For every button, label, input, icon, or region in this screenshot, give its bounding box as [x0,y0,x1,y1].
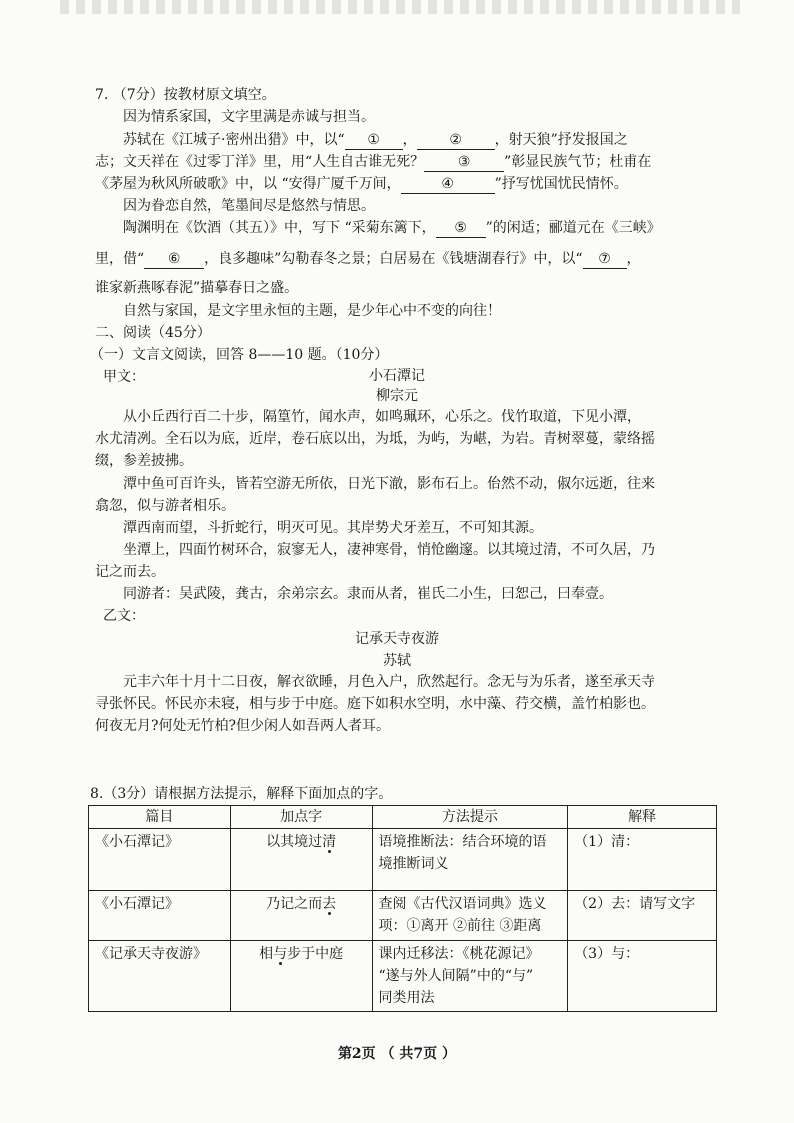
row-phrase: 相与步于中庭 [230,941,372,1012]
header-explanation: 解释 [568,806,717,829]
row-piece: 《小石潭记》 [89,829,231,891]
scan-artifact-strip [60,0,740,14]
q7-line4: 陶渊明在《饮酒（其五）》中，写下 “采菊东篱下， ⑤ ”的闲适；郦道元在《三峡》 [123,220,661,236]
jia-p2-line2: 翕忽，似与游者相乐。 [95,498,235,514]
section2-sub1: （一）文言文阅读，回答 8——10 题。（10分） [90,347,389,363]
blank-6[interactable]: ⑥ [144,250,204,269]
row-answer[interactable]: （1）清： [568,829,717,891]
header-piece: 篇目 [89,806,231,829]
q7-title: 7. （7分）按教材原文填空。 [95,87,276,103]
q7-line2: 志；文天祥在《过零丁洋》里，用“人生自古谁无死？ ③ ”彰显民族气节；杜甫在 [95,154,652,170]
dotted-char: 与 [273,946,288,962]
q7-line5: 里，借“ ⑥ ，良多趣味”勾勒春冬之景；白居易在《钱塘湖春行》中，以“ ⑦ ， [95,251,641,267]
row-hint: 语境推断法：结合环境的语 境推断词义 [372,829,568,891]
blank-5[interactable]: ⑤ [436,219,486,238]
blank-1[interactable]: ① [345,131,403,150]
blank-3[interactable]: ③ [424,153,504,172]
jia-p1-line1: 从小丘西行百二十步，隔篁竹，闻水声，如鸣珮环，心乐之。伐竹取道，下见小潭， [123,409,641,425]
table-row [89,891,717,941]
q7-closing: 自然与家国，是文字里永恒的主题，是少年心中不变的向往！ [123,303,501,319]
blank-7[interactable]: ⑦ [583,250,627,269]
q8-table [88,805,717,1012]
q7-intro: 因为情系家国，文字里满是赤诚与担当。 [123,109,375,125]
header-dotted-char: 加点字 [230,806,372,829]
yi-line1: 元丰六年十月十二日夜，解衣欲睡，月色入户，欣然起行。念无与为乐者，遂至承天寺 [123,674,655,690]
row-phrase: 乃记之而去 [230,891,372,941]
jia-p1-line2: 水尤清冽。全石以为底，近岸，卷石底以出，为坻，为屿，为嵁，为岩。青树翠蔓，蒙络摇 [95,431,655,447]
q7-line6: 谁家新燕啄春泥”描摹春日之盛。 [95,280,299,296]
dotted-char: 去 [322,896,337,912]
q7-line1: 苏轼在《江城子·密州出猎》中，以“ ① ， ② ，射天狼”抒发报国之 [123,132,628,148]
yi-title: 记承天寺夜游 [355,631,439,647]
jia-p5-line1: 同游者：吴武陵，龚古，余弟宗玄。隶而从者，崔氏二小生，曰恕己，曰奉壹。 [123,586,613,602]
jia-p3-line1: 潭西南而望，斗折蛇行，明灭可见。其岸势犬牙差互，不可知其源。 [123,520,543,536]
yi-line3: 何夜无月?何处无竹柏?但少闲人如吾两人者耳。 [95,718,391,734]
row-piece: 《记承天寺夜游》 [89,941,231,1012]
header-method-hint: 方法提示 [372,806,568,829]
jia-author: 柳宗元 [376,388,418,404]
table-row [89,941,717,1012]
row-piece: 《小石潭记》 [89,891,231,941]
row-phrase: 以其境过清 [230,829,372,891]
jia-p1-line3: 缀，参差披拂。 [95,453,193,469]
row-hint: 课内迁移法：《桃花源记》 “遂与外人间隔”中的“与” 同类用法 [372,941,568,1012]
yi-author: 苏轼 [383,653,411,669]
jia-p4-line1: 坐潭上，四面竹树环合，寂寥无人，凄神寒骨，悄怆幽邃。以其境过清，不可久居，乃 [123,542,655,558]
q7-middle: 因为眷恋自然，笔墨间尽是悠然与情思。 [123,198,375,214]
row-answer[interactable]: （3）与： [568,941,717,1012]
row-answer[interactable]: （2）去：请写文字 [568,891,717,941]
table-header-row [89,806,717,829]
jia-title: 小石潭记 [369,368,425,384]
table-row [89,829,717,891]
q7-line3: 《茅屋为秋风所破歌》中，以 “安得广厦千万间， ④ ”抒写忧国忧民情怀。 [95,176,628,192]
yi-label: 乙文： [103,608,145,624]
section2-heading: 二、阅读（45分） [95,325,211,341]
yi-line2: 寻张怀民。怀民亦未寝，相与步于中庭。庭下如积水空明，水中藻、荇交横，盖竹柏影也。 [95,696,655,712]
jia-p2-line1: 潭中鱼可百许头，皆若空游无所依，日光下澈，影布石上。佁然不动，俶尔远逝，往来 [123,476,655,492]
dotted-char: 清 [322,834,337,850]
row-hint: 查阅《古代汉语词典》选义 项：①离开 ②前往 ③距离 [372,891,568,941]
page-footer: 第2页 （ 共7页 ） [337,1046,457,1062]
blank-2[interactable]: ② [417,131,495,150]
jia-label: 甲文： [103,369,145,385]
q8-title: 8.（3分）请根据方法提示，解释下面加点的字。 [90,786,393,802]
blank-4[interactable]: ④ [401,175,495,194]
jia-p4-line2: 记之而去。 [95,564,165,580]
